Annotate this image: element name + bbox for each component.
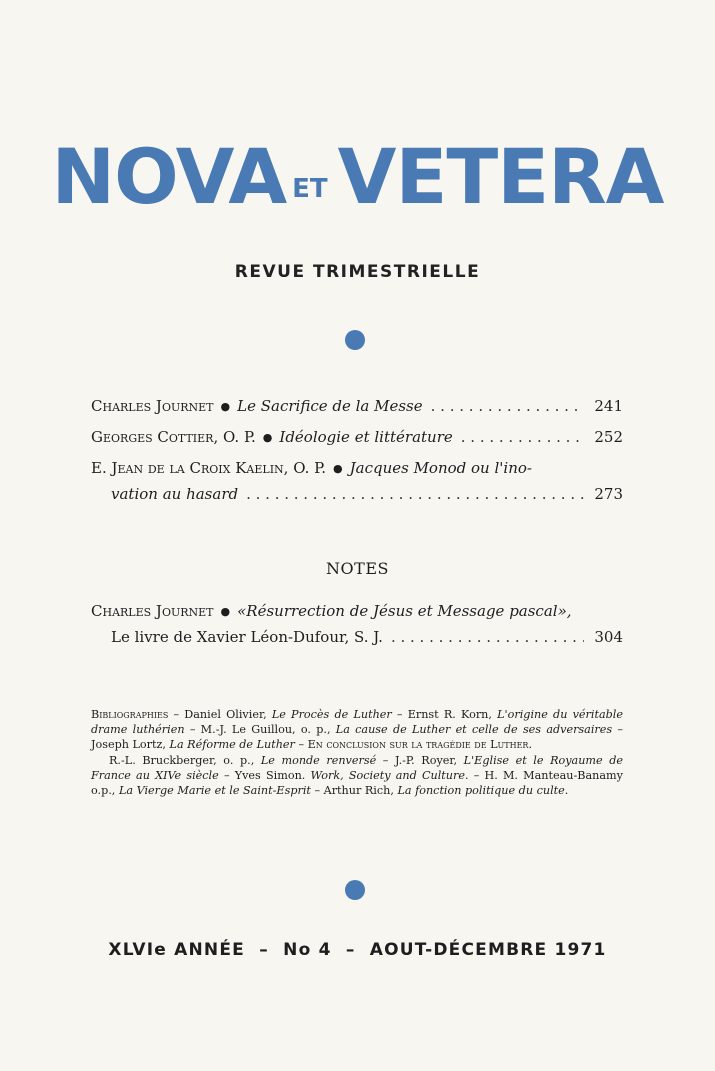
bibliography-run: La Réforme de Luther <box>169 738 295 752</box>
bibliography-run: La Vierge Marie et le Saint-Esprit <box>118 784 311 798</box>
toc-title: Idéologie et littérature <box>279 428 453 446</box>
ornament-dot-bottom <box>345 880 365 900</box>
bibliography <box>91 707 623 798</box>
toc-entry-2 <box>91 427 623 449</box>
toc-entry-3 <box>91 458 623 480</box>
toc-author: E. Jean de la Croix Kaelin, O. P. <box>91 459 326 477</box>
bibliography-run: – Joseph Lortz, <box>91 723 624 752</box>
bibliography-run: Work, Society and Culture. <box>310 768 469 782</box>
bullet-icon: ● <box>262 431 273 444</box>
dot-leader <box>246 484 584 504</box>
notes-title: «Résurrection de Jésus et Message pascal», <box>237 602 572 620</box>
bibliography-label: Bibliographies <box>91 708 169 721</box>
bibliography-run: – Daniel Olivier, <box>168 708 272 721</box>
ornament-dot-top <box>345 330 365 350</box>
bibliography-run: L'origine du véritable drame luthérien <box>91 708 623 737</box>
notes-subtitle: Le livre de Xavier Léon-Dufour, S. J. <box>111 628 383 646</box>
toc-page: 252 <box>594 428 623 446</box>
bullet-icon: ● <box>220 400 231 413</box>
bibliography-run: La fonction politique du culte. <box>397 784 569 798</box>
bibliography-paragraph-2 <box>91 753 623 799</box>
toc-title: Le Sacrifice de la Messe <box>237 397 423 415</box>
toc-entry-1 <box>91 396 623 418</box>
title-et: ET <box>292 174 328 204</box>
toc-title: Jacques Monod ou l'ino- <box>349 459 532 477</box>
toc-title-continued: vation au hasard <box>111 485 239 503</box>
bibliography-run: – Yves Simon. <box>218 768 311 782</box>
toc-page: 273 <box>594 485 623 503</box>
dot-leader <box>391 627 584 647</box>
issue-info: XLVIe ANNÉE – No 4 – AOUT-DÉCEMBRE 1971 <box>108 940 607 960</box>
toc-author: Georges Cottier, O. P. <box>91 428 256 446</box>
dot-leader <box>461 427 585 447</box>
bibliography-run: La cause de Luther et celle de ses adversaires <box>335 723 613 737</box>
notes-entry-continued <box>111 627 623 647</box>
bullet-icon: ● <box>333 462 343 475</box>
bibliography-run: – Ernst R. Korn, <box>391 708 498 721</box>
bibliography-run: – M.-J. Le Guillou, o. p., <box>184 723 336 737</box>
notes-heading: NOTES <box>326 559 389 578</box>
title-vetera: VETERA <box>337 132 664 221</box>
journal-subtitle: REVUE TRIMESTRIELLE <box>234 262 481 282</box>
bibliography-run: Le Procès de Luther <box>271 708 392 721</box>
dot-leader <box>431 396 585 416</box>
notes-page: 304 <box>594 628 623 646</box>
toc-entry-3-continued <box>111 484 623 504</box>
bibliography-run: En conclusion sur la tragédie de Luther. <box>307 738 533 752</box>
journal-title <box>0 132 715 221</box>
bibliography-run: – Arthur Rich, <box>310 784 398 798</box>
title-nova: NOVA <box>51 132 287 221</box>
bullet-icon: ● <box>220 605 231 618</box>
bibliography-run: L'Eglise et le Royaume de France au XIVe siècle <box>91 753 624 782</box>
bibliography-run: – H. M. Manteau-Banamy o.p., <box>91 768 623 798</box>
bibliography-paragraph-1 <box>91 707 623 753</box>
bibliography-run: – J.-P. Royer, <box>376 753 464 767</box>
notes-entry <box>91 601 623 623</box>
notes-author: Charles Journet <box>91 602 214 620</box>
toc-author: Charles Journet <box>91 397 214 415</box>
bibliography-run: Le monde renversé <box>260 753 377 767</box>
toc-page: 241 <box>594 397 623 415</box>
bibliography-run: – <box>294 738 308 752</box>
bibliography-run: R.-L. Bruckberger, o. p., <box>109 753 261 767</box>
